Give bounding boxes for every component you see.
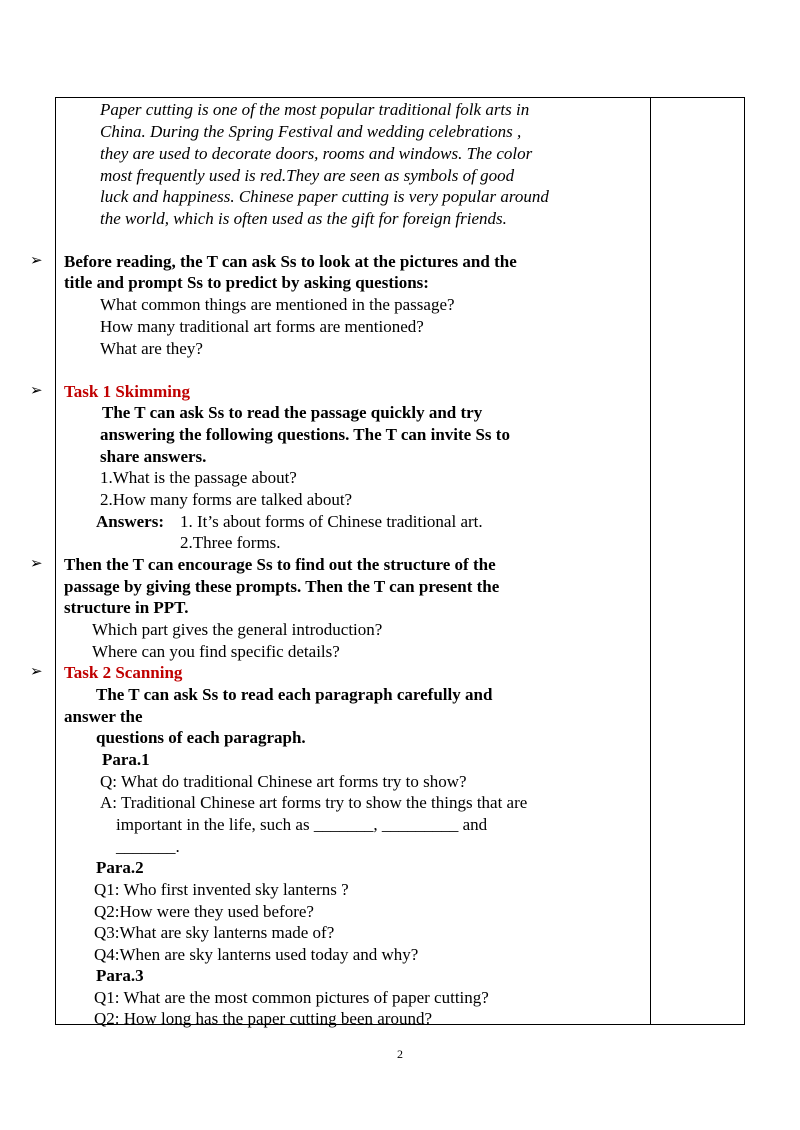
para1-title: Para.1 xyxy=(102,750,150,769)
bullet-arrow-icon: ➢ xyxy=(30,253,43,269)
para2-question: Q4:When are sky lanterns used today and why? xyxy=(94,945,419,964)
content-cell xyxy=(30,98,648,1028)
bullet-arrow-icon: ➢ xyxy=(30,664,43,680)
para2-title: Para.2 xyxy=(96,858,144,877)
page-number: 2 xyxy=(397,1047,403,1061)
task1-question: 1.What is the passage about? xyxy=(100,468,297,487)
task1-instruction: The T can ask Ss to read the passage quickly and try xyxy=(102,403,483,422)
task2-title: Task 2 Scanning xyxy=(64,663,183,682)
para2-question: Q1: Who first invented sky lanterns ? xyxy=(94,880,349,899)
prediction-question: What are they? xyxy=(100,339,203,358)
task1-answer: 1. It’s about forms of Chinese traditional art. xyxy=(180,512,483,531)
para2-question: Q3:What are sky lanterns made of? xyxy=(94,923,335,942)
para1-answer: important in the life, such as _______, _________ and xyxy=(116,815,488,834)
structure-prompt: Which part gives the general introduction? xyxy=(92,620,383,639)
task2-instruction: The T can ask Ss to read each paragraph carefully and xyxy=(96,685,493,704)
para3-title: Para.3 xyxy=(96,966,144,985)
structure-line: structure in PPT. xyxy=(64,598,189,617)
intro-line: the world, which is often used as the gift for foreign friends. xyxy=(100,209,507,228)
task1-title: Task 1 Skimming xyxy=(64,382,190,401)
prediction-question: What common things are mentioned in the passage? xyxy=(100,295,455,314)
structure-prompt: Where can you find specific details? xyxy=(92,642,340,661)
task1-answer: 2.Three forms. xyxy=(180,533,281,552)
intro-line: Paper cutting is one of the most popular traditional folk arts in xyxy=(100,100,530,119)
intro-line: China. During the Spring Festival and wedding celebrations , xyxy=(100,122,522,141)
para1-answer: _______. xyxy=(116,837,180,856)
para1-answer: A: Traditional Chinese art forms try to show the things that are xyxy=(100,793,528,812)
para1-question: Q: What do traditional Chinese art forms try to show? xyxy=(100,772,467,791)
before-reading-line: title and prompt Ss to predict by asking questions: xyxy=(64,273,429,292)
para3-question: Q2: How long has the paper cutting been around? xyxy=(94,1009,433,1028)
intro-line: they are used to decorate doors, rooms and windows. The color xyxy=(100,144,533,163)
para3-question: Q1: What are the most common pictures of paper cutting? xyxy=(94,988,489,1007)
intro-line: most frequently used is red.They are seen as symbols of good xyxy=(100,166,515,185)
task1-question: 2.How many forms are talked about? xyxy=(100,490,353,509)
prediction-question: How many traditional art forms are mentioned? xyxy=(100,317,424,336)
bullet-arrow-icon: ➢ xyxy=(30,383,43,399)
intro-line: luck and happiness. Chinese paper cutting is very popular around xyxy=(100,187,549,206)
task2-instruction: questions of each paragraph. xyxy=(96,728,306,747)
structure-line: passage by giving these prompts. Then the T can present the xyxy=(64,577,500,596)
task1-instruction: answering the following questions. The T can invite Ss to xyxy=(100,425,510,444)
answers-label: Answers: xyxy=(96,512,164,531)
before-reading-line: Before reading, the T can ask Ss to look at the pictures and the xyxy=(64,252,517,271)
bullet-arrow-icon: ➢ xyxy=(30,556,43,572)
lesson-table xyxy=(30,97,745,1028)
task1-instruction: share answers. xyxy=(100,447,207,466)
para2-question: Q2:How were they used before? xyxy=(94,902,314,921)
column-divider xyxy=(650,98,651,1024)
structure-line: Then the T can encourage Ss to find out the structure of the xyxy=(64,555,496,574)
task2-instruction: answer the xyxy=(64,707,143,726)
